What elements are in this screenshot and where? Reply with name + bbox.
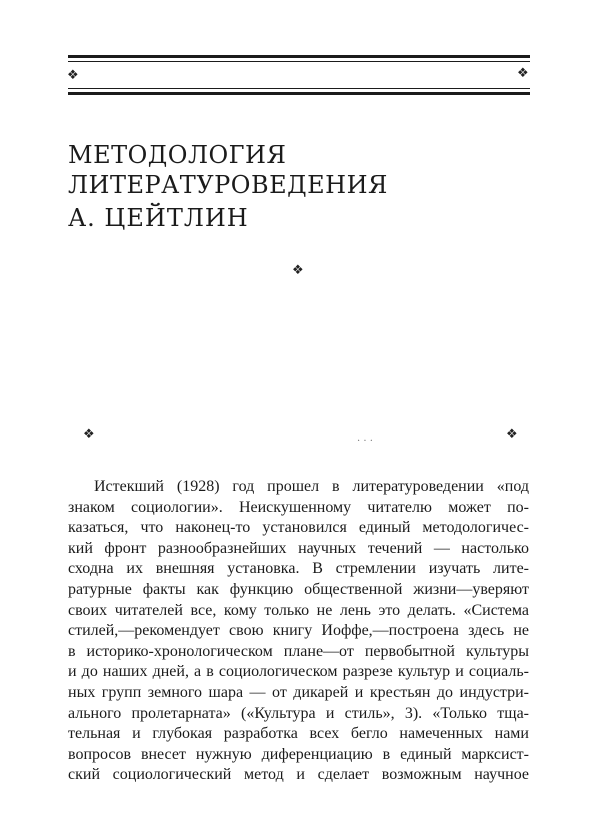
body-line: своих читателей все, кому только не лень это делать. «Система <box>68 601 529 619</box>
body-line: казаться, что наконец-то установился единый методологичес- <box>68 519 529 537</box>
header-bottom-rule <box>68 92 530 95</box>
article-title-line: ЛИТЕРАТУРОВЕДЕНИЯ <box>68 171 388 199</box>
body-line: ратурные факты как функцию общественной жизни—уверяют <box>68 580 529 598</box>
body-line: ных групп земного шара — от дикарей и крестьян до индустри- <box>68 683 529 701</box>
body-line: тельная и глубокая разработка всех бегло намеченных нами <box>68 725 529 743</box>
body-line: кий фронт разнообразнейших научных течений — настолько <box>68 539 529 557</box>
body-line: Истекший (1928) год прошел в литературоведении «под <box>94 478 529 495</box>
article-body <box>68 477 529 786</box>
article-title-line: МЕТОДОЛОГИЯ <box>68 141 287 169</box>
body-line: и до наших дней, а в социологическом разрезе культур и социаль- <box>68 663 529 681</box>
ornament-right-icon: ❖ <box>517 66 529 81</box>
body-line: вопросов внесет нужную диференциацию в единый марксист- <box>68 745 529 763</box>
ornament-left-icon: ❖ <box>67 68 79 83</box>
ornament-lower-left-icon: ❖ <box>83 427 95 442</box>
print-specks: . . . <box>357 433 373 444</box>
header-bottom-thin-rule <box>68 88 530 89</box>
ornament-center-icon: ❖ <box>292 263 304 278</box>
article-author: А. ЦЕЙТЛИН <box>68 204 249 232</box>
body-line: стилей,—рекомендует свою книгу Иоффе,—построена здесь не <box>68 622 529 640</box>
body-line: знаком социологии». Неискушенному читателю может по- <box>68 498 529 516</box>
ornament-lower-right-icon: ❖ <box>506 427 518 442</box>
body-line: сходна их внешняя установка. В стремлении изучать лите- <box>68 560 529 578</box>
article-title <box>68 140 388 200</box>
body-line: в историко-хронологическом плане—от первобытной культуры <box>68 642 529 660</box>
header-top-rule <box>68 55 530 58</box>
body-line: ального пролетарната» («Культура и стиль», 3). «Только тща- <box>68 704 529 722</box>
header-top-thin-rule <box>68 61 530 62</box>
body-line: ский социологический метод и сделает возможным научное <box>68 766 529 784</box>
